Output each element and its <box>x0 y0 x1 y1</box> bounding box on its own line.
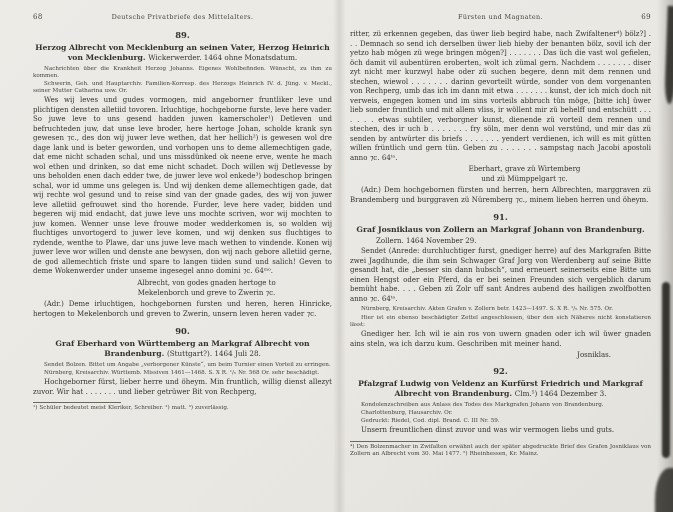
letter-92-number: 92. <box>493 366 508 377</box>
letter-92-heading-date: Clm.⁵) 1464 Dezember 3. <box>514 389 607 399</box>
letter-91 <box>350 212 651 359</box>
letter-89-archive: Schwerin, Geh. und Hauptarchiv. Familien-Korresp. des Herzogs Heinrich IV. d. Jüng. v. Meckl., seiner Mutter Catharina usw. Or. <box>33 81 332 95</box>
letter-90-continuation <box>350 30 651 205</box>
letter-90-body: Hochgeborner fürst, lieber herre und öheym. Min fruntlich, willig dienst allezyt zuvor. Wir hat . . . . . . . und lieber getrüwer Bit von Rechperg, <box>33 378 332 396</box>
page-left <box>33 13 332 413</box>
letter-90-signature <box>350 165 651 184</box>
letter-89-signature-line1: Albrecht, von godes gnaden hertoge to <box>137 278 276 287</box>
page-number-left: 68 <box>33 13 43 21</box>
letter-89-signature <box>33 279 332 298</box>
letter-91-number: 91. <box>493 212 508 223</box>
footnote-left-text: ¹) Schüler bedeutet meist Kleriker, Schreiber. ²) matt. ³) zuverlässig. <box>33 405 229 412</box>
footnote-right-text: ⁴) Den Bolzenmacher in Zwifalten erwähnt auch der später abgedruckte Brief des Grafen Josniklaus von Zollern an Albrecht vom 30. Mai 1477. ⁵) Rheinhessen, Kr. Mainz. <box>350 443 651 457</box>
letter-89-heading-title: Herzog Albrecht von Mecklenburg an seinen Vater, Herzog Heinrich von Mecklenburg. <box>35 43 330 63</box>
letter-91-heading <box>350 225 651 235</box>
letter-89-regest: Nachrichten über die Krankheit Herzog Johanns. Eigenes Wohlbefinden. Wünscht, zu ihm zu kommen. <box>33 65 332 79</box>
letter-89-heading <box>33 43 332 64</box>
letter-91-note: Hier ist ein ebenso beschädigter Zettel angeschlossen, über den sich Näheres nicht konstatieren lässt: <box>350 314 651 328</box>
letter-91-archive: Nürnberg, Kreisarchiv. Akten Grafen v. Zollern betr. 1423—1497. S. X R. ¹/₅ Nr. 575. Or. <box>361 306 613 313</box>
letter-92-heading <box>350 379 651 400</box>
footnotes-left <box>33 402 332 412</box>
letter-90-heading-date: (Stuttgart?). 1464 Juli 28. <box>166 349 261 359</box>
letter-90-heading <box>33 339 332 360</box>
letter-90 <box>33 326 332 397</box>
letter-89-address: (Adr.) Deme irluchtigen, hochgebornen fursten und heren, heren Hinricke, hertogen to Mekelenborch und greven to Zwerin, unsern leven heren vader ⁊c. <box>33 300 332 318</box>
letter-89-body: Wes wij leves und gudes vormogen, mid angeborner fruntliker leve und plichtigen densten alletiid tovoren. Irluchtige, hochgeborne furste, leve here vader. So juwe leve to uns gesend hadden juwen kamerscholer¹) Detleven und befruchteden juw, dat unse leve broder, here hertoge Johan, scholde krank syn gewesen ⁊c., des don wij juwer leve wethen, dat her hellich²) is gewesen wol dre dage lank und is beter geworden, und vorhopen uns to deme allemechtigen gade, dat eme nicht schaden schal, und uns missdünked ok neene erve, wente he mach wol ethen und drinken, so dat eme nicht schadet. Doch willen wij Detlevesse by uns beholden enen dach edder twe, de juwer leve wol enkede³) bodeschop bringen schal, wor id umme uns gelegen is. Und wij denken deme allemechtigen gade, dat wij rechte wol gesund und to reise sind van der gnade gades, des wij von juwer leve alletiid gefrouwet sind tho horende. Furder, leve here vader, bidden und begeren wij mid endacht, dat juwe leve uns mochte scriven, wor wij mochten to juw komen. Wenner unse leve frouwe moder wedderkomen is, so wolden wij fluchtiges unvortogerd to juwer leve komen, und wij denken sus fluchtiges to rydende, wenthe to Plawe, dar uns juwe leve mach wethen to vindende. Konen wij juwer leve wor willen und denste ane bewysen, don wij nach gebore alletiid gerne, de god allemechtich friste und spare to langen tiiden sund und salich! Geven to deme Wokenwerder under unseme ingesegel anno domini ⁊c. 64ᵐᵒ. <box>33 96 332 276</box>
letter-92-regest: Kondolenzschreiben aus Anlass des Todes des Markgrafen Johann von Brandenburg. <box>361 401 604 408</box>
letter-91-heading-title: Graf Josniklaus von Zollern an Markgraf Johann von Brandenburg. <box>356 225 645 235</box>
running-head-right <box>350 13 651 21</box>
letter-90-signature-line2: und zü Mümppelgart ⁊c. <box>481 174 568 183</box>
letter-89-signature-line2: Mekelenborch und greve to Zwerin ⁊c. <box>137 288 276 297</box>
letter-90-heading-title: Graf Eberhard von Württemberg an Markgraf Albrecht von Brandenburg. <box>55 339 310 359</box>
footnotes-right <box>350 441 651 458</box>
running-head-left <box>33 13 332 21</box>
footnote-rule-right <box>350 441 438 442</box>
letter-90-archive: Nürnberg, Kreisarchiv. Württemb. Missiven 1461—1468. S. X R. ¹/₅ Nr. 568 Or. sehr beschädigt. <box>44 369 320 376</box>
footnote-rule-left <box>33 402 121 403</box>
letter-89 <box>33 30 332 319</box>
letter-92-archive-line1: Charlottenburg, Hausarchiv. Or. <box>361 409 453 416</box>
letter-91-body: Sendet (Anrede: durchluchtiger furst, gnediger herre) auf des Markgrafen Bitte zwei Jagdhunde, die ihm sein Schwager Graf Jorg von Werdenberg auf seine Bitte gesandt hat, die „besser sin dann hubsch“, und erneuert seinerseits eine Bitte um einen Hengst oder ein Pferd, da er bei seinen Freunden sich vergeblich darum bemüht habe. . . . Geben zü Zolr uff sant Andres aubend des hailigen zwolfbotten anno ⁊c. 64ᵗᵒ. <box>350 247 651 303</box>
letter-90-regest: Sendet Bolzen. Bittet um Angabe „verborgener Künste“, um beim Turnier einen Vorteil zu erringen. <box>44 361 331 368</box>
page-right <box>350 13 651 459</box>
running-title-right: Fürsten und Magnaten. <box>457 13 543 21</box>
letter-89-heading-date: Wickerwerder. 1464 ohne Monatsdatum. <box>148 53 298 63</box>
letter-92-heading-title: Pfalzgraf Ludwig von Veldenz an Kurfürst Friedrich und Markgraf Albrecht von Brandenburg. <box>358 379 643 399</box>
letter-90-signature-line1: Eberhart, grave zü Wirtemberg <box>468 165 581 173</box>
letter-91-signature: Josniklas. <box>577 351 611 360</box>
letter-90-continuation-body: ritter, zü erkennen gegeben, das üwer lieb begird habe, nach Zwifaltener⁴) bölz?] . . . Demnach so send ich derselben üwer lieb hieby der benanten bölz, sovil ich der yetzo hab mögen zü wege bringen mögen?] . . . . . . . Das üch die vast wol gefielen, öch damit vil aubentüren eroberten, wolt ich zümal gern. Nachdem . . . . . . . diser zyt nicht mer kurzwyl habe oder zü suchen begere, denn mit dem rennen und stechen, wiewol . . . . . . . darinn gevorteilt würde, sonder von dem vorgenanten von Rechperg, umb das ich im dann mit etwa . . . . . . . kunst, der ich mich doch nit verweis, engegen komen und im sins vorteils abbruch tün möge, [bitte ich] üwer lieb sonder fruntlich und mit allem vliss, ir wöllent mir zü behelff und entschütt . . . . . . . etwas subtiler, verborgner kunst, dienende zü vorteil dem rennen und stechen, des ir uch b . . . . . . . fry söln, mer denn wol verstünd, und mir das zü senden by antwürter dis briefs . . . . . . . yendert verdienen, ich will es mit gütten willen früntlich und gern tün. Geben zu . . . . . . . sampstag nach Jacobi apostoli anno ⁊c. 64ᵗᵒ. <box>350 30 651 162</box>
page-gutter-shadow <box>333 0 346 512</box>
page-number-right: 69 <box>641 13 651 21</box>
scan-artifact-mid-right <box>662 282 670 458</box>
letter-91-quote: Gnediger her. Ich wil ie ain ros von uwern gnaden oder ich wil üwer gnaden ains steln, wa ich darzu kum. Geschriben mit meiner hand. <box>350 330 651 348</box>
letter-92-body: Unsern freuntlichen dinst zuvor und was wir vermogen liebs und guts. <box>361 426 615 435</box>
letter-92-archive-line2: Gedruckt: Riedel, Cod. dipl. Brand. C. III Nr. 59. <box>361 418 500 425</box>
letter-89-number: 89. <box>175 30 190 40</box>
letter-90-address: (Adr.) Dem hochgebornen fürsten und herren, hern Albrechten, marggraven zü Brandemberg und burggraven zü Nüremberg ⁊c., minem lieben herren und öheym. <box>350 186 651 204</box>
letter-90-number: 90. <box>175 326 190 337</box>
letter-91-place-date: Zollern. 1464 November 29. <box>376 237 477 246</box>
running-title-left: Deutsche Privatbriefe des Mittelalters. <box>111 13 254 21</box>
letter-92 <box>350 366 651 436</box>
